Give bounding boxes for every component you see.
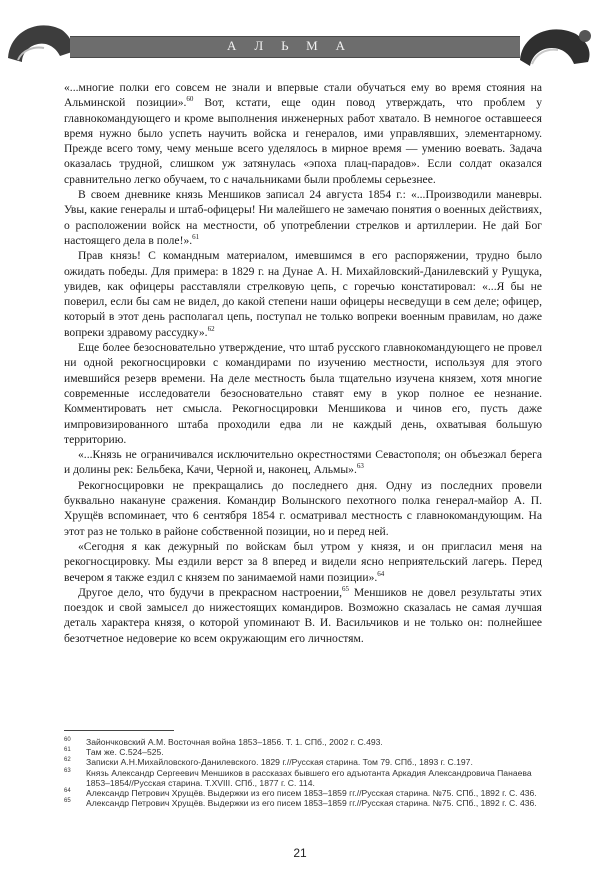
footnote bbox=[64, 737, 540, 747]
footnote-ref[interactable]: 61 bbox=[192, 233, 200, 242]
paragraph-text: В своем дневнике князь Меншиков записал 24 августа 1854 г.: «...Производили маневры. Увы, какие генералы и штаб-офицеры! Ни малейшего не замечаю понятия о военных действиях, о расположении войск на местности, об употреблении стрелков и артиллерии. Не дай Бог настоящего дела в поле!». bbox=[64, 188, 542, 247]
paragraph-text: «...Князь не ограничивался исключительно окрестностями Севастополя; он объезжал берега и долины рек: Бельбека, Качи, Черной и, наконец, Альмы». bbox=[64, 448, 542, 477]
footnote-ref[interactable]: 64 bbox=[377, 569, 385, 578]
footnote-divider bbox=[64, 730, 174, 731]
footnote-ref[interactable]: 60 bbox=[186, 95, 194, 104]
paragraph-text: Еще более безосновательно утверждение, что штаб русского главнокомандующего не провел ни одной рекогносцировки с командирами по изучению местности, используя для этого имевшийся резерв времени. На деле местность была тщательно изучена князем, хотя многие современные исследователи безосновательно ставят ему в укор полное ее незнание. Комментировать нет смысла. Рекогносцировки Меншикова и чинов его, пусть даже импровизированного штаба проходили едва ли не каждый день, охватывая большую территорию. bbox=[64, 341, 542, 446]
footnote-ref[interactable]: 62 bbox=[207, 324, 215, 333]
footnote-ref[interactable]: 63 bbox=[356, 462, 364, 471]
paragraph bbox=[64, 187, 542, 248]
helmet-ornament-right bbox=[520, 29, 590, 66]
footnote-number: 64 bbox=[64, 788, 71, 795]
paragraph-text: Прав князь! С командным материалом, имевшимся в его распоряжении, трудно было ожидать победы. Для примера: в 1829 г. на Дунае А. Н. Михайловский-Данилевский у Рущука, увидев, как офицеры расставляли стрелковую цепь, с горечью констатировал: «...Я бы не поверил, если бы сам не видел, до какой степени наши офицеры несведущи в сем деле; офицер, который в этот день располагал цепь, поступал не только вопреки военным правилам, но даже вопреки здравому рассудку». bbox=[64, 249, 542, 339]
paragraph bbox=[64, 585, 542, 646]
paragraph bbox=[64, 447, 542, 478]
paragraph-text: Меншиков не довел результаты этих поездок и свой замысел до нижестоящих командиров. Возможно сказалась не самая лучшая деталь характера князя, о которой упоминают В. И. Васильчиков и не только он: полнейшее безотчетное недоверие ко всем окружающим его личностям. bbox=[64, 585, 543, 645]
paragraph-text: Вот, кстати, еще один повод утверждать, что проблем у главнокомандующего и кроме выполнения инженерных работ хватало. В немногое оставшееся время нужно было успеть научить войска и генералов, ими управлявших, элементарному. Прежде всего тому, чему меньше всего уделялось в мирное время — умению воевать. Задача оказалась трудной, слишком уж затянулась «эпоха плац-парадов». Если солдат оказался сравнительно легко обучаем, то с начальниками были проблемы серьезнее. bbox=[64, 96, 542, 186]
footnote bbox=[64, 768, 540, 788]
footnote-text: Там же. С.524–525. bbox=[86, 747, 164, 758]
footnote-number: 63 bbox=[64, 767, 71, 774]
helmet-ornament-left bbox=[8, 25, 73, 62]
paragraph bbox=[64, 248, 542, 340]
footnote bbox=[64, 757, 540, 767]
paragraph bbox=[64, 478, 542, 539]
paragraph-text: «Сегодня я как дежурный по войскам был утром у князя, и он пригласил меня на рекогносцировку. Мы ездили верст за 8 вперед и видели ясно неприятельский лагерь. Перед вечером я также ездил с князем по занимаемой нами позиции». bbox=[64, 539, 542, 584]
footnote bbox=[64, 798, 540, 808]
main-text bbox=[64, 80, 542, 646]
footnote-number: 62 bbox=[64, 757, 71, 764]
footnote bbox=[64, 747, 540, 757]
footnote bbox=[64, 788, 540, 798]
paragraph-text: Другое дело, что будучи в прекрасном настроении, bbox=[78, 585, 343, 599]
footnote-text: Александр Петрович Хрущёв. Выдержки из его писем 1853–1859 гг.//Русская старина. №75. СПб., 1892 г. С. 436. bbox=[86, 788, 537, 799]
page-number: 21 bbox=[293, 846, 307, 860]
footnote-text: Записки А.Н.Михайловского-Данилевского. 1829 г.//Русская старина. Том 79. СПб., 1893 г. С.197. bbox=[86, 757, 473, 768]
footnote-ref[interactable]: 65 bbox=[342, 584, 350, 593]
paragraph-text: Рекогносцировки не прекращались до последнего дня. Одну из последних провели буквально накануне сражения. Командир Волынского пехотного полка генерал-майор А. П. Хрущёв вспоминает, что 6 сентября 1854 г. осматривал местность с главнокомандующим. На этот раз не только в районе собственной позиции, но и перед ней. bbox=[64, 478, 542, 538]
paragraph bbox=[64, 539, 542, 585]
footnote-number: 65 bbox=[64, 798, 71, 805]
footnote-number: 60 bbox=[64, 737, 71, 743]
footnote-text: Князь Александр Сергеевич Меншиков в рассказах бывшего его адъютанта Аркадия Александровича Панаева 1853–1854//Русская старина. Т.XVIII. СПб., 1877 г. С. 114. bbox=[86, 767, 532, 788]
paragraph bbox=[64, 80, 542, 187]
running-header-title: АЛЬМА bbox=[226, 38, 364, 53]
paragraph-text: «...многие полки его совсем не знали и впервые стали обучаться ему во время стояния на Альминской позиции». bbox=[64, 81, 542, 110]
footnote-text: Зайончковский А.М. Восточная война 1853–1856. Т. 1. СПб., 2002 г. С.493. bbox=[86, 737, 383, 747]
paragraph bbox=[64, 340, 542, 447]
footnote-number: 61 bbox=[64, 747, 71, 754]
footnote-text: Александр Петрович Хрущёв. Выдержки из его писем 1853–1859 гг.//Русская старина. №75. СПб., 1892 г. С. 436. bbox=[86, 798, 537, 809]
footnotes bbox=[64, 737, 540, 808]
